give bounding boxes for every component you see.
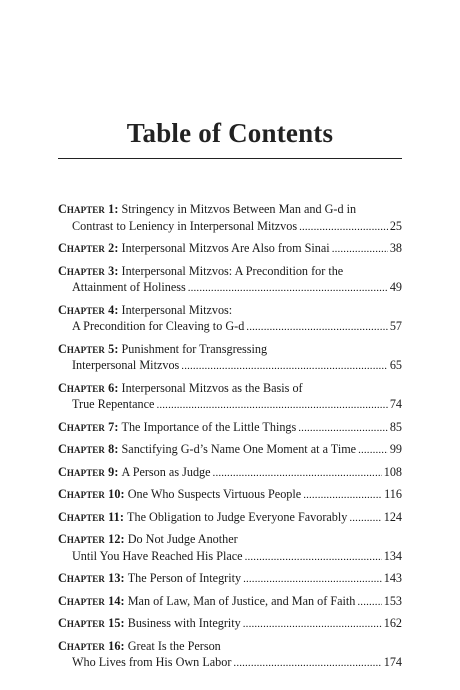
toc-entry-chapter-2[interactable] <box>58 240 402 258</box>
toc-entry-chapter-1[interactable] <box>58 201 402 235</box>
page-number: 57 <box>389 319 402 333</box>
page-number: 99 <box>389 442 402 456</box>
chapter-label: Chapter 8: <box>58 442 119 456</box>
toc-entry-chapter-16[interactable] <box>58 638 402 672</box>
chapter-title-line: Who Lives from His Own Labor <box>72 655 232 669</box>
chapter-label: Chapter 3: <box>58 263 119 278</box>
dot-leader <box>233 654 381 672</box>
chapter-label: Chapter 10: <box>58 487 125 501</box>
page-number: 116 <box>384 487 402 501</box>
chapter-title-line: Stringency in Mitzvos Between Man and G-d in <box>121 202 357 216</box>
page-number: 25 <box>389 218 402 233</box>
page-number: 124 <box>383 509 402 524</box>
dot-leader <box>243 615 382 633</box>
page-number: 49 <box>389 280 402 294</box>
dot-leader <box>349 509 381 527</box>
chapter-label: Chapter 6: <box>58 380 119 395</box>
dot-leader <box>332 240 388 258</box>
chapter-title-line: Interpersonal Mitzvos: <box>121 302 233 317</box>
chapter-label: Chapter 15: <box>58 616 125 630</box>
dot-leader <box>299 218 388 236</box>
chapter-title-line: The Person of Integrity <box>127 571 242 585</box>
chapter-title-line: True Repentance <box>72 397 155 411</box>
toc-entry-chapter-12[interactable] <box>58 531 402 565</box>
chapter-title-line: A Person as Judge <box>121 464 211 479</box>
chapter-title-line: Do Not Judge Another <box>127 532 238 546</box>
toc-entry-chapter-13[interactable] <box>58 570 402 588</box>
dot-leader <box>246 318 388 336</box>
toc-entry-chapter-15[interactable] <box>58 615 402 633</box>
page-number: 85 <box>389 419 402 434</box>
chapter-label: Chapter 13: <box>58 571 125 585</box>
page-number: 162 <box>383 616 402 630</box>
dot-leader <box>181 357 388 375</box>
chapter-label: Chapter 4: <box>58 302 119 317</box>
chapter-title-line: Man of Law, Man of Justice, and Man of Faith <box>127 593 356 608</box>
page-number: 143 <box>383 571 402 585</box>
chapter-label: Chapter 5: <box>58 341 119 356</box>
chapter-label: Chapter 11: <box>58 509 125 524</box>
page-number: 108 <box>383 464 402 479</box>
toc-entry-chapter-10[interactable] <box>58 486 402 504</box>
page-title: Table of Contents <box>126 118 334 148</box>
table-of-contents <box>58 201 402 677</box>
page-number: 38 <box>389 241 402 255</box>
dot-leader <box>156 396 387 414</box>
title-divider <box>58 158 402 159</box>
page-number: 174 <box>383 655 402 669</box>
dot-leader <box>213 464 382 482</box>
page-number: 74 <box>389 397 402 411</box>
chapter-title-line: Interpersonal Mitzvos <box>72 358 180 372</box>
dot-leader <box>303 486 382 504</box>
chapter-title-line: Business with Integrity <box>127 616 241 630</box>
toc-entry-chapter-14[interactable] <box>58 593 402 611</box>
chapter-label: Chapter 12: <box>58 532 125 546</box>
chapter-label: Chapter 14: <box>58 593 125 608</box>
chapter-title-line: The Importance of the Little Things <box>121 419 297 434</box>
chapter-label: Chapter 9: <box>58 464 119 479</box>
chapter-title-line: Until You Have Reached His Place <box>72 548 243 563</box>
chapter-title-line: A Precondition for Cleaving to G-d <box>72 319 245 333</box>
chapter-title-line: Sanctifying G-d’s Name One Moment at a Time <box>121 442 357 456</box>
chapter-title-line: Great Is the Person <box>127 638 221 653</box>
chapter-label: Chapter 2: <box>58 241 119 255</box>
toc-entry-chapter-4[interactable] <box>58 302 402 336</box>
dot-leader <box>357 593 381 611</box>
dot-leader <box>188 279 388 297</box>
chapter-title-line: Interpersonal Mitzvos: A Precondition for the <box>121 263 344 278</box>
chapter-title-line: Contrast to Leniency in Interpersonal Mitzvos <box>72 218 298 233</box>
dot-leader <box>358 441 388 459</box>
toc-entry-chapter-7[interactable] <box>58 419 402 437</box>
chapter-title-line: The Obligation to Judge Everyone Favorably <box>127 509 348 524</box>
chapter-label: Chapter 1: <box>58 202 119 216</box>
toc-entry-chapter-9[interactable] <box>58 464 402 482</box>
toc-entry-chapter-11[interactable] <box>58 509 402 527</box>
toc-entry-chapter-8[interactable] <box>58 441 402 459</box>
toc-entry-chapter-3[interactable] <box>58 263 402 297</box>
chapter-title-line: Punishment for Transgressing <box>121 341 268 356</box>
chapter-title-line: Interpersonal Mitzvos as the Basis of <box>121 380 303 395</box>
chapter-label: Chapter 7: <box>58 419 119 434</box>
page-number: 134 <box>383 548 402 563</box>
chapter-title-line: Interpersonal Mitzvos Are Also from Sinai <box>121 241 330 255</box>
page-number: 65 <box>389 358 402 372</box>
toc-entry-chapter-6[interactable] <box>58 380 402 414</box>
dot-leader <box>245 548 382 566</box>
dot-leader <box>298 419 388 437</box>
page-number: 153 <box>383 593 402 608</box>
chapter-title-line: One Who Suspects Virtuous People <box>127 487 302 501</box>
dot-leader <box>243 570 382 588</box>
chapter-title-line: Attainment of Holiness <box>72 280 186 294</box>
toc-entry-chapter-5[interactable] <box>58 341 402 375</box>
chapter-label: Chapter 16: <box>58 638 125 653</box>
